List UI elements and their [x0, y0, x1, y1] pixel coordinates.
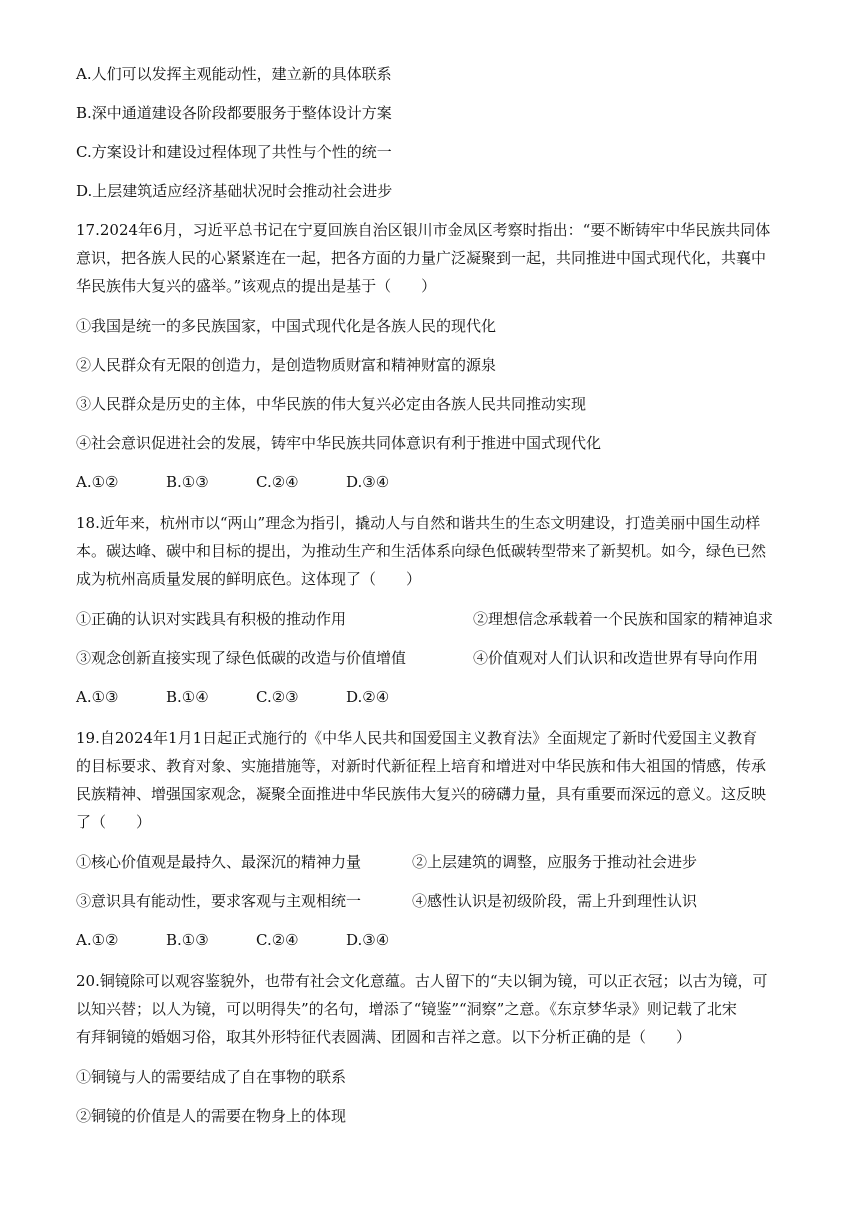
q19-statement-4: ④感性认识是初级阶段，需上升到理性认识 [412, 892, 698, 910]
q18-statement-4: ④价值观对人们认识和改造世界有导向作用 [473, 649, 759, 667]
q18-stem [76, 509, 786, 593]
q18-choice-d[interactable]: D.②④ [346, 688, 390, 706]
q19-choice-a[interactable]: A.①② [76, 931, 119, 949]
q19-choice-b[interactable]: B.①③ [166, 931, 209, 949]
q16-option-a: A.人们可以发挥主观能动性，建立新的具体联系 [76, 65, 392, 83]
exam-page [76, 62, 786, 1143]
q19-statement-1: ①核心价值观是最持久、最深沉的精神力量 [76, 853, 362, 871]
q18-choice-b[interactable]: B.①④ [166, 688, 209, 706]
q19-choice-d[interactable]: D.③④ [346, 931, 390, 949]
question-20 [76, 967, 786, 1128]
q18-stem-line-2: 本。碳达峰、碳中和目标的提出，为推动生产和生活体系向绿色低碳转型带来了新契机。如今，绿色已然 [76, 542, 767, 560]
q19-stem-line-4: 了（ ） [76, 813, 152, 831]
q19-stem [76, 724, 786, 836]
q20-stem-line-1: 20.铜镜除可以观容鉴貌外，也带有社会文化意蕴。古人留下的“夫以铜为镜，可以正衣冠；以古为镜，可 [76, 972, 768, 990]
q20-stem [76, 967, 786, 1051]
question-17 [76, 216, 786, 494]
q19-statements-row-2 [76, 889, 786, 913]
q17-choice-d[interactable]: D.③④ [346, 473, 390, 491]
q17-choice-b[interactable]: B.①③ [166, 473, 209, 491]
q17-stem-line-1: 17.2024年6月，习近平总书记在宁夏回族自治区银川市金凤区考察时指出：“要不断铸牢中华民族共同体 [76, 221, 771, 239]
q17-choices [76, 470, 786, 494]
q17-stem-line-2: 意识，把各族人民的心紧紧连在一起，把各方面的力量广泛凝聚到一起，共同推进中国式现代化，共襄中 [76, 249, 767, 267]
q20-stem-line-3: 有拜铜镜的婚姻习俗，取其外形特征代表圆满、团圆和吉祥之意。以下分析正确的是（ ） [76, 1028, 692, 1046]
q19-statement-3: ③意识具有能动性，要求客观与主观相统一 [76, 892, 362, 910]
q19-choices [76, 928, 786, 952]
q19-choice-c[interactable]: C.②④ [256, 931, 299, 949]
q18-statement-3: ③观念创新直接实现了绿色低碳的改造与价值增值 [76, 649, 407, 667]
q20-statement-2: ②铜镜的价值是人的需要在物身上的体现 [76, 1107, 347, 1125]
q18-choice-a[interactable]: A.①③ [76, 688, 119, 706]
q19-stem-line-2: 的目标要求、教育对象、实施措施等，对新时代新征程上培育和增进对中华民族和伟大祖国的情感，传承 [76, 757, 767, 775]
q17-choice-c[interactable]: C.②④ [256, 473, 299, 491]
q18-statement-1: ①正确的认识对实践具有积极的推动作用 [76, 610, 347, 628]
q20-statement-1: ①铜镜与人的需要结成了自在事物的联系 [76, 1068, 347, 1086]
q18-choices [76, 685, 786, 709]
q17-choice-a[interactable]: A.①② [76, 473, 119, 491]
q17-stem-line-3: 华民族伟大复兴的盛举。”该观点的提出是基于（ ） [76, 277, 437, 295]
q18-choice-c[interactable]: C.②③ [256, 688, 299, 706]
q18-stem-line-3: 成为杭州高质量发展的鲜明底色。这体现了（ ） [76, 570, 422, 588]
q18-statements-row-2 [76, 646, 786, 670]
q19-stem-line-3: 民族精神、增强国家观念，凝聚全面推进中华民族伟大复兴的磅礴力量，具有重要而深远的意义。这反映 [76, 785, 767, 803]
question-18 [76, 509, 786, 709]
q18-statement-2: ②理想信念承载着一个民族和国家的精神追求 [473, 610, 774, 628]
q19-statement-2: ②上层建筑的调整，应服务于推动社会进步 [412, 853, 698, 871]
q17-stem [76, 216, 786, 300]
q16-option-c: C.方案设计和建设过程体现了共性与个性的统一 [76, 143, 392, 161]
q17-statement-1: ①我国是统一的多民族国家，中国式现代化是各族人民的现代化 [76, 317, 497, 335]
q19-stem-line-1: 19.自2024年1月1日起正式施行的《中华人民共和国爱国主义教育法》全面规定了新时代爱国主义教育 [76, 729, 758, 747]
q18-stem-line-1: 18.近年来，杭州市以“两山”理念为指引，撬动人与自然和谐共生的生态文明建设，打造美丽中国生动样 [76, 514, 761, 532]
q17-statement-4: ④社会意识促进社会的发展，铸牢中华民族共同体意识有利于推进中国式现代化 [76, 434, 602, 452]
question-19 [76, 724, 786, 952]
q18-statements-row-1 [76, 607, 786, 631]
q20-stem-line-2: 以知兴替；以人为镜，可以明得失”的名句，增添了“镜鉴”“洞察”之意。《东京梦华录》则记载了北宋 [76, 1000, 737, 1018]
q16-options [76, 62, 786, 203]
q17-statement-2: ②人民群众有无限的创造力，是创造物质财富和精神财富的源泉 [76, 356, 497, 374]
q17-statement-3: ③人民群众是历史的主体，中华民族的伟大复兴必定由各族人民共同推动实现 [76, 395, 587, 413]
q19-statements-row-1 [76, 850, 786, 874]
q16-option-b: B.深中通道建设各阶段都要服务于整体设计方案 [76, 104, 392, 122]
q16-option-d: D.上层建筑适应经济基础状况时会推动社会进步 [76, 182, 393, 200]
